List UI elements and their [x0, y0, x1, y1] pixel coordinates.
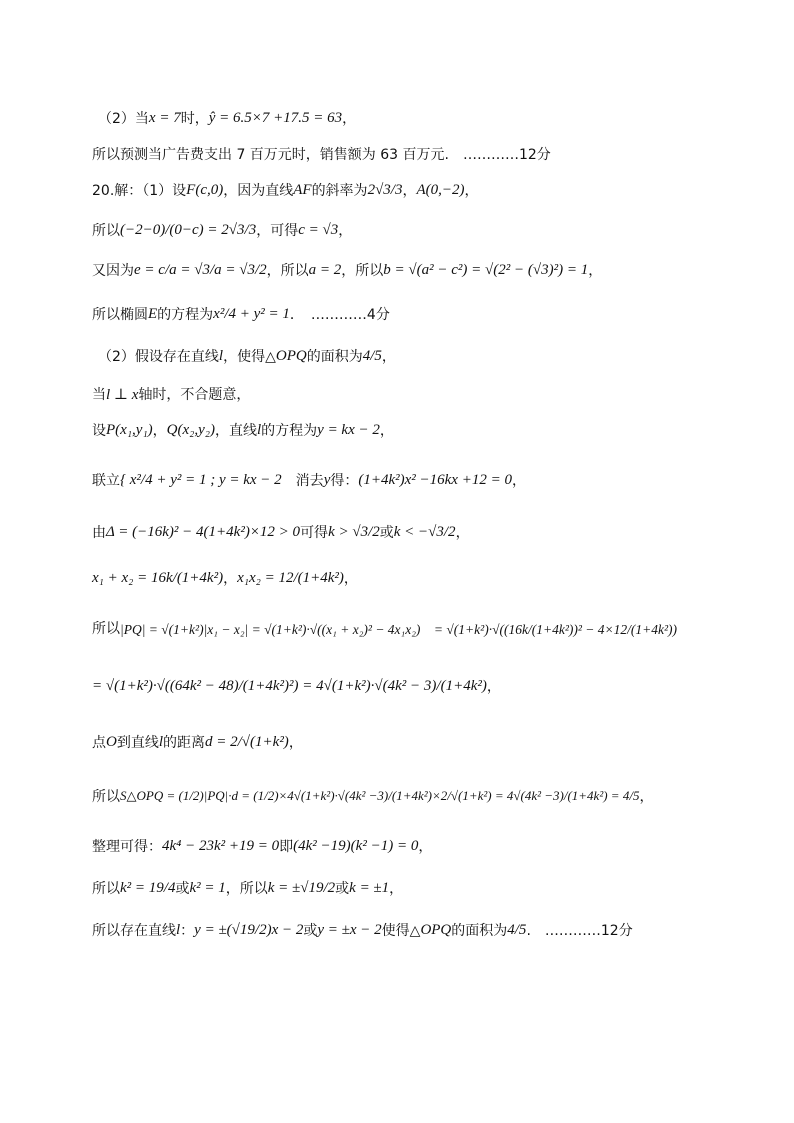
formula: 4/5	[362, 347, 382, 364]
formula: |PQ| = √(1+k²)|x₁ − x₂| = √(1+k²)·√((x₁ + x₂)² − 4x₁x₂) = √(1+k²)·√((16k/(1+4k²))² − 4×12/(1+4k²))	[120, 622, 678, 637]
line-define-points	[92, 412, 394, 448]
formula: AF	[293, 181, 312, 198]
formula: k = ±1	[349, 879, 390, 896]
formula: l ⊥ x	[106, 386, 139, 403]
text: 使得△	[381, 923, 421, 939]
text: ，	[342, 111, 357, 127]
line-prediction-calc	[98, 100, 356, 136]
line-discriminant	[92, 514, 470, 550]
line-simplify	[92, 828, 432, 864]
formula: O	[106, 733, 117, 750]
text: ，	[639, 789, 654, 805]
line-vieta	[92, 560, 358, 596]
text: 又因为	[92, 263, 134, 279]
text: ，	[288, 735, 303, 751]
formula: l	[256, 421, 262, 438]
text: ，	[381, 349, 396, 365]
formula: y	[323, 471, 331, 488]
text: ，所以	[225, 881, 268, 897]
formula: (4k² −19)(k² −1) = 0	[293, 837, 419, 854]
text: 时，	[180, 111, 209, 127]
formula: Q(x₂,y₂)	[166, 421, 215, 438]
formula: OPQ	[275, 347, 307, 364]
formula: k < −√3/2	[393, 523, 456, 540]
formula: c = √3	[298, 221, 339, 238]
text: 的距离	[163, 735, 206, 751]
formula: a = 2	[308, 261, 342, 278]
formula: x₁ + x₂ = 16k/(1+4k²)	[92, 569, 224, 586]
formula: { x²/4 + y² = 1 ; y = kx − 2	[120, 471, 282, 488]
text: ，所以	[341, 263, 384, 279]
formula: y = ±x − 2	[317, 921, 382, 938]
text: 所以预测当广告费支出 7 百万元时，销售额为 63 百万元. …………12分	[92, 147, 551, 163]
formula: x₁x₂ = 12/(1+4k²)	[237, 569, 344, 586]
formula: l	[158, 733, 164, 750]
text: 当	[92, 387, 106, 403]
formula: OPQ	[420, 921, 452, 938]
formula: S△OPQ = (1/2)|PQ|·d = (1/2)×4√(1+k²)·√(4k² −3)/(1+4k²)×2/√(1+k²) = 4√(4k² −3)/(1+4k²) = 4/5	[120, 788, 640, 803]
line-area	[92, 778, 653, 814]
text: 由	[92, 525, 106, 541]
formula: b = √(a² − c²) = √(2² − (√3)²) = 1	[383, 261, 589, 278]
text: ，直线	[214, 423, 257, 439]
text: ，使得△	[223, 349, 276, 365]
text: ，	[379, 423, 394, 439]
text: 的面积为	[306, 349, 363, 365]
text: 即	[279, 839, 294, 855]
formula: x = 7	[148, 109, 181, 126]
text: 或	[379, 525, 394, 541]
line-prediction-conclusion	[92, 136, 551, 172]
text: 的面积为	[451, 923, 508, 939]
formula: e = c/a = √3/a = √3/2	[134, 261, 267, 278]
text: ，	[588, 263, 603, 279]
formula: k = ±√19/2	[267, 879, 336, 896]
text: ，	[223, 571, 238, 587]
text: ，	[464, 183, 479, 199]
text: 所以	[92, 789, 120, 805]
formula: l	[176, 921, 181, 938]
text: 可得	[300, 525, 329, 541]
text: ，	[511, 473, 526, 489]
line-chord-simplified	[92, 668, 501, 704]
text: ，	[389, 881, 404, 897]
formula: l	[218, 347, 224, 364]
text: 或	[335, 881, 350, 897]
text: 的斜率为	[311, 183, 368, 199]
text: 点	[92, 735, 106, 751]
text: 所以	[92, 881, 120, 897]
formula: k² = 1	[189, 879, 226, 896]
text: 所以椭圆	[92, 307, 148, 323]
text: ，	[402, 183, 417, 199]
formula: = √(1+k²)·√((64k² − 48)/(1+4k²)²) = 4√(1+k²)·√(4k² − 3)/(1+4k²)	[92, 677, 487, 694]
text: 到直线	[116, 735, 159, 751]
text: 设	[92, 423, 106, 439]
text: 所以	[92, 223, 120, 239]
line-distance	[92, 724, 303, 760]
formula: Δ = (−16k)² − 4(1+4k²)×12 > 0	[106, 523, 301, 540]
text: （2）假设存在直线	[98, 349, 219, 365]
formula: y = ±(√19/2)x − 2	[194, 921, 304, 938]
text: ，	[343, 571, 358, 587]
text: ：	[180, 923, 195, 939]
text: ，因为直线	[223, 183, 294, 199]
text: ，	[486, 679, 501, 695]
formula: x²/4 + y² = 1	[213, 305, 290, 322]
line-eccentricity	[92, 252, 602, 288]
text: ，	[455, 525, 470, 541]
text: ． …………4分	[289, 307, 390, 323]
text: 所以存在直线	[92, 923, 176, 939]
line-chord-length	[92, 610, 677, 646]
text: 的方程为	[157, 307, 214, 323]
text: ，可得	[256, 223, 299, 239]
formula: 4/5	[507, 921, 527, 938]
text: 联立	[92, 473, 120, 489]
text: ，	[418, 839, 433, 855]
formula: k² = 19/4	[120, 879, 176, 896]
formula: F(c,0)	[186, 181, 224, 198]
formula: (1+4k²)x² −16kx +12 = 0	[358, 471, 512, 488]
text: 消去	[281, 473, 324, 489]
formula: 2√3/3	[367, 181, 403, 198]
line-ellipse-equation	[92, 296, 390, 332]
line-system	[92, 462, 526, 498]
text: 所以	[92, 621, 120, 637]
formula: 4k⁴ − 23k² +19 = 0	[162, 837, 280, 854]
text: 整理可得：	[92, 839, 162, 855]
line-problem-20-start	[92, 172, 479, 208]
formula: d = 2/√(1+k²)	[205, 733, 289, 750]
line-part2-assumption	[98, 338, 396, 374]
formula: P(x₁,y₁)	[106, 421, 153, 438]
text: （2）当	[98, 111, 149, 127]
text: . …………12分	[526, 923, 633, 939]
formula: k > √3/2	[328, 523, 380, 540]
formula: A(0,−2)	[416, 181, 465, 198]
line-slope-eq	[92, 212, 352, 248]
text: 得：	[330, 473, 359, 489]
text: ，所以	[266, 263, 309, 279]
text: 轴时，不合题意，	[138, 387, 251, 403]
text: 或	[175, 881, 190, 897]
formula: y = kx − 2	[317, 421, 380, 438]
text: 的方程为	[261, 423, 318, 439]
text: ，	[338, 223, 353, 239]
formula: ŷ = 6.5×7 +17.5 = 63	[208, 109, 343, 126]
text: ，	[152, 423, 167, 439]
text: 或	[303, 923, 318, 939]
text: 20.解：（1）设	[92, 183, 187, 199]
line-final-conclusion	[92, 912, 633, 948]
formula: (−2−0)/(0−c) = 2√3/3	[120, 221, 257, 238]
line-solutions	[92, 870, 403, 906]
formula: E	[148, 305, 158, 322]
line-perpendicular-case	[92, 376, 250, 412]
